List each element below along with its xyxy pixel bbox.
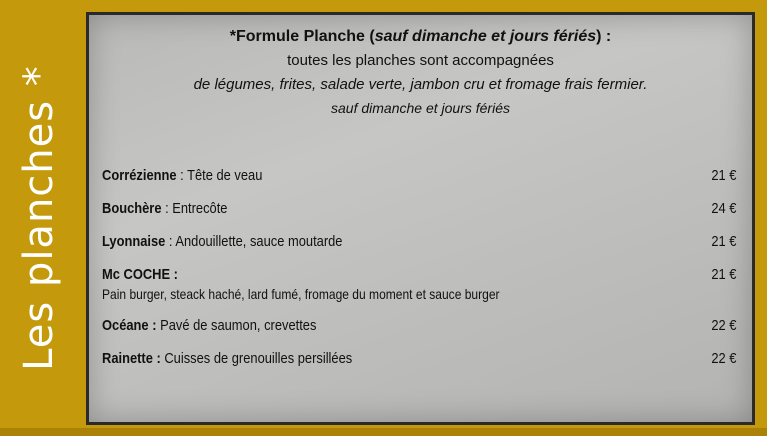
item-separator: :: [176, 167, 188, 184]
item-name: Corrézienne: [102, 167, 177, 184]
item-price: 22 €: [711, 350, 737, 367]
menu-item-correzienne: [102, 167, 736, 185]
item-desc: Andouillette, sauce moutarde: [175, 233, 343, 250]
item-separator: :: [161, 200, 173, 217]
formula-line-accompaniment: toutes les planches sont accompagnées: [287, 52, 554, 69]
menu-item-mc-coche: [102, 266, 736, 304]
item-price: 24 €: [711, 200, 737, 217]
side-title-panel: [0, 0, 78, 436]
menu-item-bouchere: [102, 200, 736, 218]
formula-header: [89, 15, 752, 119]
item-price: 21 €: [711, 167, 737, 184]
item-name: Rainette :: [102, 350, 161, 367]
section-title: Les planches *: [16, 65, 62, 371]
menu-board: [86, 12, 755, 425]
item-desc: Entrecôte: [172, 200, 228, 217]
item-price: 21 €: [711, 233, 737, 250]
menu-item-rainette: [102, 350, 736, 368]
item-desc: Pain burger, steack haché, lard fumé, fromage du moment et sauce burger: [102, 286, 500, 302]
formula-title: [89, 25, 752, 49]
formula-title-suffix: ) :: [596, 28, 612, 45]
item-price: 21 €: [711, 266, 737, 283]
item-name: Lyonnaise: [102, 233, 166, 250]
item-desc: Pavé de saumon, crevettes: [160, 317, 317, 334]
formula-title-prefix: *Formule Planche (: [229, 28, 375, 45]
item-separator: :: [165, 233, 176, 250]
item-name: Océane :: [102, 317, 157, 334]
item-price: 22 €: [711, 317, 737, 334]
item-desc: Cuisses de grenouilles persillées: [164, 350, 353, 367]
item-name: Mc COCHE :: [102, 266, 178, 283]
formula-line-sides: de légumes, frites, salade verte, jambon cru et fromage frais fermier.: [193, 76, 648, 93]
item-name: Bouchère: [102, 200, 162, 217]
menu-item-oceane: [102, 317, 736, 335]
menu-items-list: [102, 167, 738, 383]
formula-line-exception: sauf dimanche et jours fériés: [331, 100, 510, 116]
formula-title-italic: sauf dimanche et jours fériés: [374, 28, 597, 45]
item-desc: Tête de veau: [187, 167, 263, 184]
bottom-strip: [0, 428, 767, 436]
menu-item-lyonnaise: [102, 233, 736, 251]
